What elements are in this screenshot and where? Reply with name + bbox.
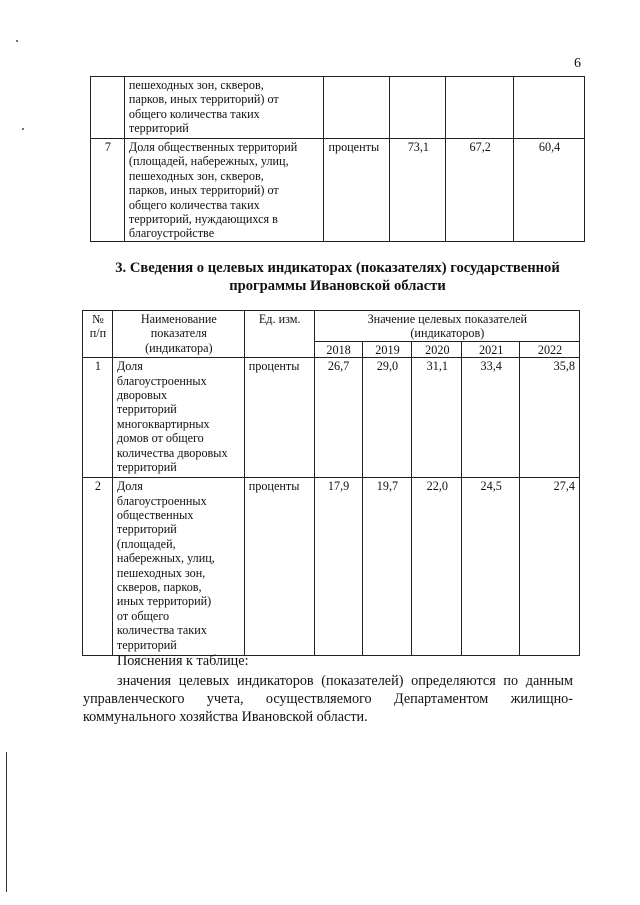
value-cell: 35,8 <box>520 358 580 478</box>
value-cell <box>514 77 585 139</box>
notes-text <box>83 672 573 726</box>
value-cell: 17,9 <box>314 478 362 656</box>
table-row <box>83 358 580 478</box>
header-row <box>83 311 580 342</box>
unit-cell <box>324 77 390 139</box>
value-cell <box>446 77 514 139</box>
page-number: 6 <box>574 56 581 71</box>
unit-cell: проценты <box>324 139 390 242</box>
indicators-table <box>82 310 580 656</box>
row-number: 2 <box>83 478 113 656</box>
value-cell: 33,4 <box>462 358 520 478</box>
notes-title: Пояснения к таблице: <box>117 653 249 669</box>
header-values-group: Значение целевых показателей (индикаторов) <box>314 311 579 342</box>
table-row <box>91 139 585 242</box>
scan-speck <box>22 128 24 130</box>
row-number: 1 <box>83 358 113 478</box>
unit-cell: проценты <box>244 478 314 656</box>
unit-cell: проценты <box>244 358 314 478</box>
indicator-name: пешеходных зон, скверов, парков, иных территорий) от общего количества таких территорий <box>124 77 324 139</box>
indicator-name: Доля благоустроенных общественных территорий (площадей, набережных, улиц, пешеходных зон, скверов, парков, иных территорий) от общего количества таких территорий <box>112 478 244 656</box>
table-row <box>91 77 585 139</box>
indicator-name: Доля благоустроенных дворовых территорий многоквартирных домов от общего количества дворовых территорий <box>112 358 244 478</box>
scan-margin-line <box>6 752 7 892</box>
year-2018: 2018 <box>314 341 362 357</box>
value-cell: 22,0 <box>412 478 462 656</box>
header-unit: Ед. изм. <box>244 311 314 358</box>
value-cell: 73,1 <box>390 139 446 242</box>
value-cell: 60,4 <box>514 139 585 242</box>
year-2022: 2022 <box>520 341 580 357</box>
value-cell: 29,0 <box>362 358 412 478</box>
year-2020: 2020 <box>412 341 462 357</box>
header-num: № п/п <box>83 311 113 358</box>
value-cell: 24,5 <box>462 478 520 656</box>
row-number <box>91 77 125 139</box>
value-cell: 19,7 <box>362 478 412 656</box>
header-name: Наименование показателя (индикатора) <box>112 311 244 358</box>
continuation-table <box>90 76 585 242</box>
value-cell: 31,1 <box>412 358 462 478</box>
year-2019: 2019 <box>362 341 412 357</box>
value-cell: 26,7 <box>314 358 362 478</box>
row-number: 7 <box>91 139 125 242</box>
value-cell: 27,4 <box>520 478 580 656</box>
year-2021: 2021 <box>462 341 520 357</box>
section-heading: 3. Сведения о целевых индикаторах (показателях) государственной программы Ивановской области <box>115 260 560 294</box>
indicator-name: Доля общественных территорий (площадей, набережных, улиц, пешеходных зон, скверов, парков, иных территорий) от общего количества таких территорий, нуждающихся в благоустройстве <box>124 139 324 242</box>
table-row <box>83 478 580 656</box>
value-cell: 67,2 <box>446 139 514 242</box>
value-cell <box>390 77 446 139</box>
scan-speck <box>16 40 18 42</box>
notes-paragraph: значения целевых индикаторов (показателей) определяются по данным управленческого учета, осуществляемого Департаментом жилищно-коммунального хозяйства Ивановской области. <box>83 673 573 725</box>
